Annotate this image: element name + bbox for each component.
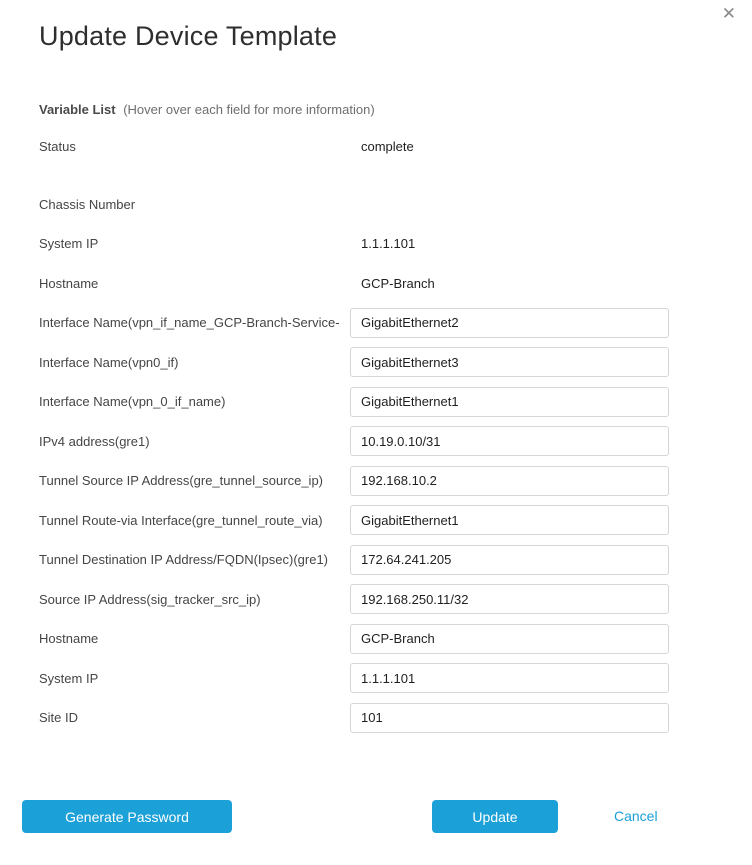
row-tunnel-source-ip <box>39 461 669 501</box>
field-label: System IP <box>39 236 99 252</box>
row-ipv4-address-gre1 <box>39 422 669 462</box>
row-system-ip <box>39 659 669 699</box>
row-tunnel-destination-ip <box>39 540 669 580</box>
field-label: System IP <box>39 670 99 686</box>
field-label: Status <box>39 139 76 155</box>
row-tunnel-route-via-interface <box>39 501 669 541</box>
system-ip-input[interactable] <box>350 663 669 693</box>
cancel-button[interactable]: Cancel <box>614 800 658 833</box>
row-hostname <box>39 619 669 659</box>
field-label: Site ID <box>39 710 79 726</box>
update-button[interactable]: Update <box>432 800 558 833</box>
row-source-ip-sig-tracker <box>39 580 669 620</box>
hostname-input[interactable] <box>350 624 669 654</box>
field-label: Source IP Address(sig_tracker_src_ip) <box>39 591 261 607</box>
tunnel-destination-ip-input[interactable] <box>350 545 669 575</box>
field-label: Interface Name(vpn0_if) <box>39 354 179 370</box>
field-label: Tunnel Destination IP Address/FQDN(Ipsec)(gre1) <box>39 552 329 568</box>
ipv4-address-gre1-input[interactable] <box>350 426 669 456</box>
row-interface-name-vpn0-if <box>39 343 669 383</box>
site-id-input[interactable] <box>350 703 669 733</box>
row-interface-name-vpn-0-if-name <box>39 382 669 422</box>
row-hostname-static <box>39 264 669 304</box>
field-label: Tunnel Source IP Address(gre_tunnel_source_ip) <box>39 473 324 489</box>
row-system-ip-static <box>39 224 669 264</box>
interface-name-service-vpn-input[interactable] <box>350 308 669 338</box>
field-label: IPv4 address(gre1) <box>39 433 150 449</box>
row-chassis-number <box>39 185 669 225</box>
field-label: Hostname <box>39 631 99 647</box>
field-label: Tunnel Route-via Interface(gre_tunnel_route_via) <box>39 512 323 528</box>
field-value: 1.1.1.101 <box>361 236 416 252</box>
field-value: complete <box>361 139 414 155</box>
tunnel-route-via-interface-input[interactable] <box>350 505 669 535</box>
variable-list <box>39 127 669 738</box>
variable-list-hint: (Hover over each field for more information) <box>123 102 375 117</box>
row-interface-name-service-vpn <box>39 303 669 343</box>
variable-list-header <box>39 102 375 117</box>
field-label: Chassis Number <box>39 196 136 212</box>
tunnel-source-ip-input[interactable] <box>350 466 669 496</box>
generate-password-button[interactable]: Generate Password <box>22 800 232 833</box>
field-label: Interface Name(vpn_if_name_GCP-Branch-Service- <box>39 315 340 331</box>
interface-name-vpn-0-if-name-input[interactable] <box>350 387 669 417</box>
field-label: Hostname <box>39 275 99 291</box>
row-site-id <box>39 698 669 738</box>
row-status <box>39 127 669 167</box>
dialog-footer <box>0 800 752 833</box>
close-icon[interactable]: ✕ <box>721 4 736 24</box>
dialog-title: Update Device Template <box>39 21 338 51</box>
variable-list-heading: Variable List <box>39 102 116 117</box>
field-value: GCP-Branch <box>361 275 435 291</box>
source-ip-sig-tracker-input[interactable] <box>350 584 669 614</box>
interface-name-vpn0-if-input[interactable] <box>350 347 669 377</box>
field-label: Interface Name(vpn_0_if_name) <box>39 394 226 410</box>
